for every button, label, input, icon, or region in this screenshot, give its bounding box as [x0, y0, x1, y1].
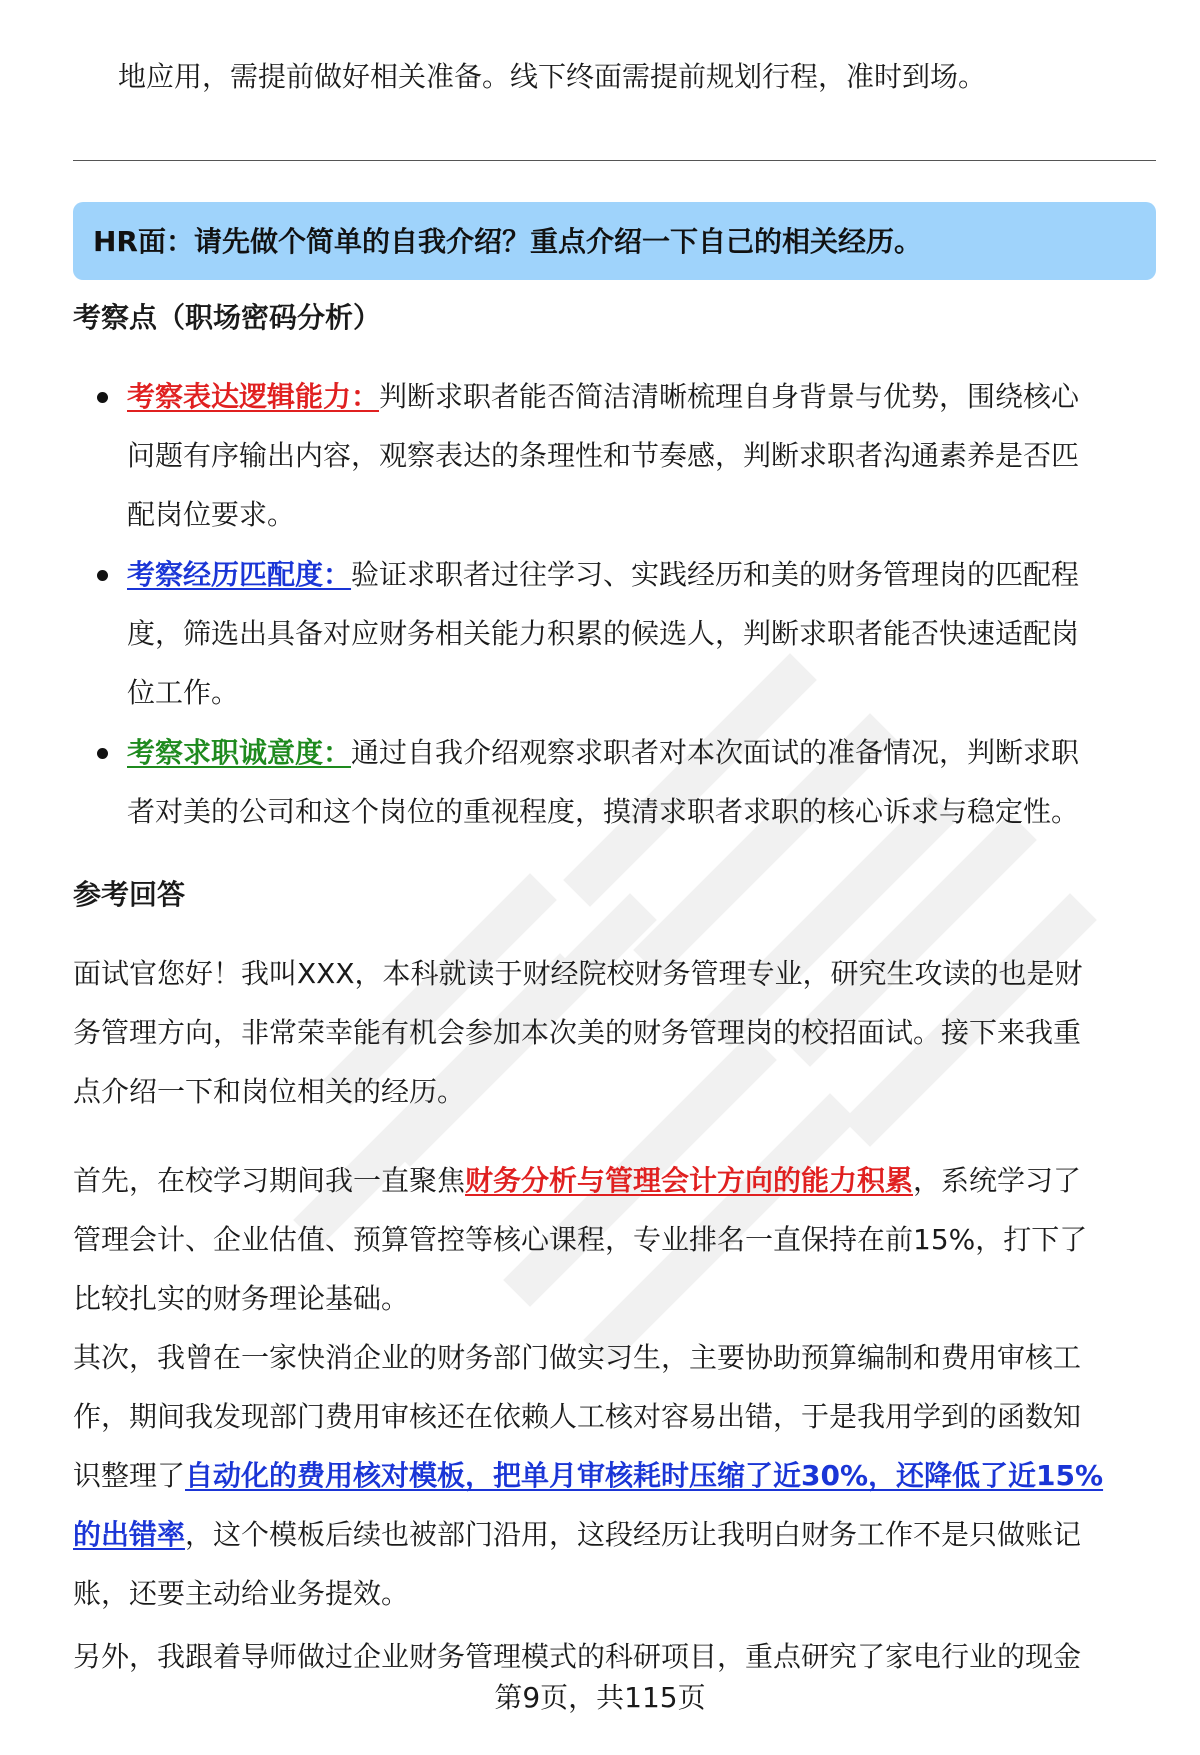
- point-2-line-1: [127, 555, 1079, 595]
- section-divider: [73, 160, 1156, 161]
- top-line: 地应用，需提前做好相关准备。线下终面需提前规划行程，准时到场。: [118, 60, 987, 93]
- bullet-dot: [97, 748, 108, 759]
- answer-p3-line-3: [73, 1456, 1103, 1496]
- answer-p3-highlight-cont: 的出错率: [73, 1518, 186, 1551]
- point-1-line-3: 配岗位要求。: [127, 498, 296, 531]
- point-3-text: 通过自我介绍观察求职者对本次面试的准备情况，判断求职: [351, 736, 1080, 769]
- answer-p1-line-3: 点介绍一下和岗位相关的经历。: [73, 1075, 466, 1108]
- question-box: [73, 202, 1156, 280]
- answer-p2-post: ，系统学习了: [913, 1164, 1082, 1197]
- answer-p3-post: ，这个模板后续也被部门沿用，这段经历让我明白财务工作不是只做账记: [185, 1518, 1082, 1551]
- answer-p3-line-2: 作，期间我发现部门费用审核还在依赖人工核对容易出错，于是我用学到的函数知: [73, 1400, 1082, 1433]
- answer-p2-highlight: 财务分析与管理会计方向的能力积累: [465, 1164, 914, 1197]
- answer-p2-pre: 首先，在校学习期间我一直聚焦: [73, 1164, 466, 1197]
- point-1-text: 判断求职者能否简洁清晰梳理自身背景与优势，围绕核心: [379, 380, 1080, 413]
- point-1-line-1: [127, 377, 1079, 417]
- point-1-label: 考察表达逻辑能力：: [127, 380, 380, 413]
- answer-p2-line-2: 管理会计、企业估值、预算管控等核心课程，专业排名一直保持在前15%，打下了: [73, 1223, 1088, 1256]
- point-2-label: 考察经历匹配度：: [127, 558, 352, 591]
- point-3-label: 考察求职诚意度：: [127, 736, 352, 769]
- answer-p3-highlight: 自动化的费用核对模板，把单月审核耗时压缩了近30%，还降低了近15%: [185, 1459, 1104, 1492]
- answer-p1-line-2: 务管理方向，非常荣幸能有机会参加本次美的财务管理岗的校招面试。接下来我重: [73, 1016, 1082, 1049]
- bullet-dot: [97, 392, 108, 403]
- point-2-text: 验证求职者过往学习、实践经历和美的财务管理岗的匹配程: [351, 558, 1080, 591]
- answer-p3-line-4: [73, 1515, 1081, 1555]
- question-text: HR面：请先做个简单的自我介绍？重点介绍一下自己的相关经历。: [93, 225, 922, 258]
- page-footer: 第9页，共115页: [494, 1681, 706, 1714]
- bullet-dot: [97, 570, 108, 581]
- answer-heading: 参考回答: [73, 878, 186, 911]
- answer-p3-line-5: 账，还要主动给业务提效。: [73, 1577, 410, 1610]
- answer-p3-line-1: 其次，我曾在一家快消企业的财务部门做实习生，主要协助预算编制和费用审核工: [73, 1341, 1082, 1374]
- answer-p3-pre: 识整理了: [73, 1459, 186, 1492]
- answer-p2-line-1: [73, 1161, 1081, 1201]
- examine-heading: 考察点（职场密码分析）: [73, 301, 382, 334]
- answer-p1-line-1: 面试官您好！我叫XXX，本科就读于财经院校财务管理专业，研究生攻读的也是财: [73, 957, 1083, 990]
- point-2-line-3: 位工作。: [127, 676, 240, 709]
- point-1-line-2: 问题有序输出内容，观察表达的条理性和节奏感，判断求职者沟通素养是否匹: [127, 439, 1080, 472]
- answer-p4-line-1: 另外，我跟着导师做过企业财务管理模式的科研项目，重点研究了家电行业的现金: [73, 1640, 1082, 1673]
- point-2-line-2: 度，筛选出具备对应财务相关能力积累的候选人，判断求职者能否快速适配岗: [127, 617, 1080, 650]
- point-3-line-2: 者对美的公司和这个岗位的重视程度，摸清求职者求职的核心诉求与稳定性。: [127, 795, 1080, 828]
- point-3-line-1: [127, 733, 1079, 773]
- answer-p2-line-3: 比较扎实的财务理论基础。: [73, 1282, 410, 1315]
